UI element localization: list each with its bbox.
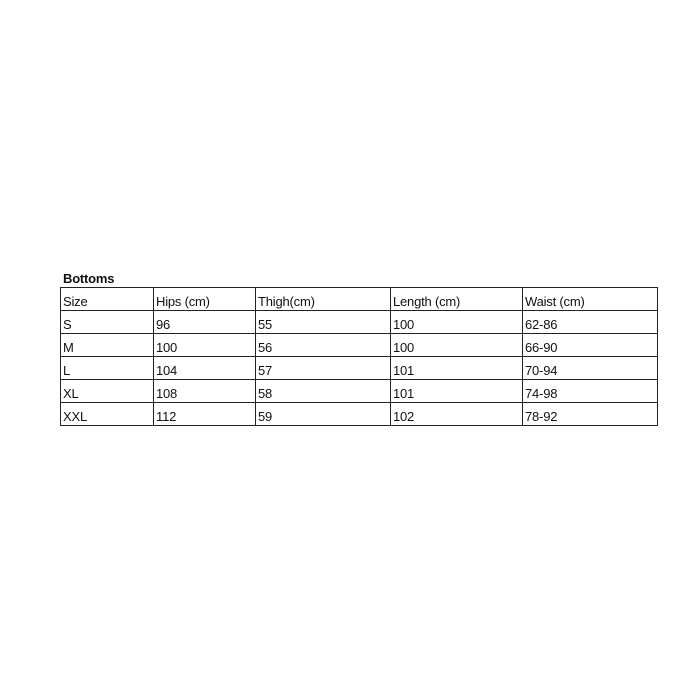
cell-waist: 70-94 bbox=[523, 357, 658, 380]
table-row bbox=[61, 380, 658, 403]
cell-hips: 104 bbox=[154, 357, 256, 380]
table-row bbox=[61, 403, 658, 426]
cell-waist: 62-86 bbox=[523, 311, 658, 334]
header-cell-hips: Hips (cm) bbox=[154, 288, 256, 311]
cell-size: XL bbox=[61, 380, 154, 403]
table-row bbox=[61, 311, 658, 334]
cell-size: M bbox=[61, 334, 154, 357]
cell-length: 101 bbox=[391, 357, 523, 380]
cell-thigh: 55 bbox=[256, 311, 391, 334]
header-cell-size: Size bbox=[61, 288, 154, 311]
cell-waist: 78-92 bbox=[523, 403, 658, 426]
cell-hips: 108 bbox=[154, 380, 256, 403]
cell-length: 100 bbox=[391, 334, 523, 357]
cell-thigh: 59 bbox=[256, 403, 391, 426]
header-cell-waist: Waist (cm) bbox=[523, 288, 658, 311]
cell-length: 101 bbox=[391, 380, 523, 403]
cell-thigh: 57 bbox=[256, 357, 391, 380]
size-table bbox=[60, 287, 658, 426]
table-row bbox=[61, 334, 658, 357]
header-row bbox=[61, 288, 658, 311]
cell-size: XXL bbox=[61, 403, 154, 426]
cell-hips: 96 bbox=[154, 311, 256, 334]
header-cell-length: Length (cm) bbox=[391, 288, 523, 311]
table-row bbox=[61, 357, 658, 380]
header-cell-thigh: Thigh(cm) bbox=[256, 288, 391, 311]
cell-size: S bbox=[61, 311, 154, 334]
cell-waist: 74-98 bbox=[523, 380, 658, 403]
size-chart bbox=[60, 272, 657, 426]
cell-hips: 100 bbox=[154, 334, 256, 357]
cell-size: L bbox=[61, 357, 154, 380]
cell-hips: 112 bbox=[154, 403, 256, 426]
cell-length: 102 bbox=[391, 403, 523, 426]
cell-thigh: 58 bbox=[256, 380, 391, 403]
cell-length: 100 bbox=[391, 311, 523, 334]
cell-thigh: 56 bbox=[256, 334, 391, 357]
chart-title: Bottoms bbox=[63, 271, 115, 286]
cell-waist: 66-90 bbox=[523, 334, 658, 357]
